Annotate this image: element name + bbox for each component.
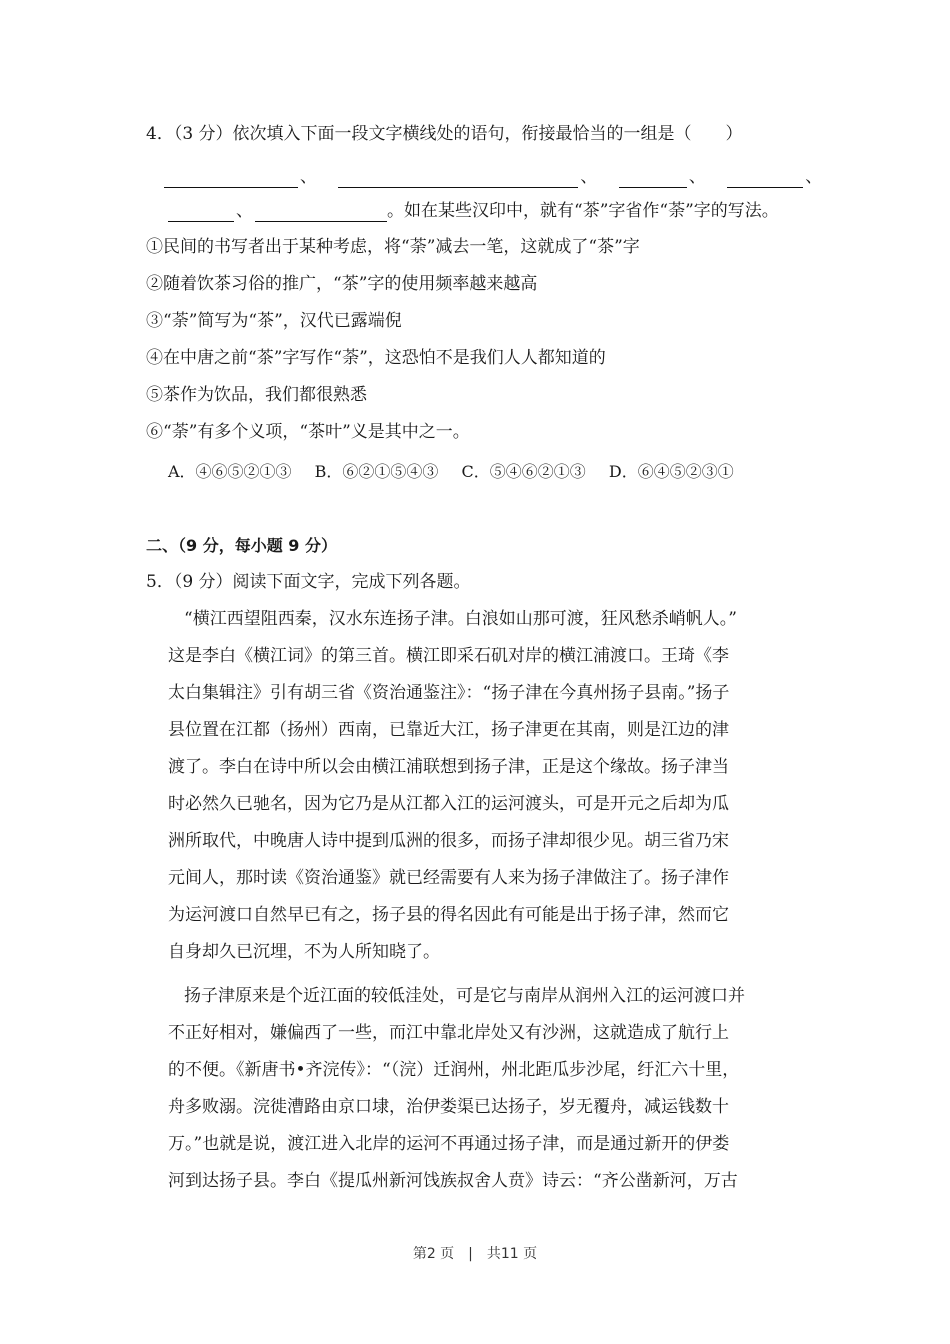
q5-text-line: “横江西望阻西秦，汉水东连扬子津。白浪如山那可渡，狂风愁杀峭帆人。” (184, 609, 737, 629)
q5-text-line: 这是李白《横江词》的第三首。横江即采石矶对岸的横江浦渡口。王琦《李 (168, 646, 729, 666)
blank-3[interactable] (619, 169, 687, 188)
option-c[interactable]: C．⑤④⑥②①③ (461, 462, 586, 481)
q4-item: ④在中唐之前“茶”字写作“荼”，这恐怕不是我们人人都知道的 (146, 348, 606, 368)
q5-text-line: 扬子津原来是个近江面的较低洼处，可是它与南岸从润州入江的运河渡口并 (184, 986, 745, 1006)
q4-blanks-row-2: 、 。如在某些汉印中，就有“茶”字省作“荼”字的写法。 (168, 200, 779, 222)
q5-text-line: 渡了。李白在诗中所以会由横江浦联想到扬子津，正是这个缘故。扬子津当 (168, 757, 729, 777)
q5-text-line: 为运河渡口自然早已有之，扬子县的得名因此有可能是出于扬子津，然而它 (168, 905, 729, 925)
q4-item: ②随着饮茶习俗的推广，“茶”字的使用频率越来越高 (146, 274, 538, 294)
blank-1[interactable] (164, 169, 298, 188)
q5-text-line: 自身却久已沉埋，不为人所知晓了。 (168, 942, 440, 962)
blank-6[interactable] (255, 203, 387, 222)
option-a[interactable]: A．④⑥⑤②①③ (168, 462, 292, 481)
q4-tail-text: 。如在某些汉印中，就有“茶”字省作“荼”字的写法。 (387, 201, 779, 221)
q5-text-line: 洲所取代，中晚唐人诗中提到瓜洲的很多，而扬子津却很少见。胡三省乃宋 (168, 831, 729, 851)
q4-item: ③“荼”简写为“茶”，汉代已露端倪 (146, 311, 402, 331)
option-d[interactable]: D．⑥④⑤②③① (608, 462, 734, 481)
q4-options (168, 461, 752, 483)
q5-text-line: 时必然久已驰名，因为它乃是从江都入江的运河渡头，可是开元之后却为瓜 (168, 794, 729, 814)
q5-text-line: 万。”也就是说，渡江进入北岸的运河不再通过扬子津，而是通过新开的伊娄 (168, 1134, 730, 1154)
blank-2[interactable] (338, 169, 578, 188)
option-b[interactable]: B．⑥②①⑤④③ (314, 462, 439, 481)
q5-text-line: 不正好相对，嫌偏西了一些，而江中靠北岸处又有沙洲，这就造成了航行上 (168, 1023, 729, 1043)
q5-text-line: 舟多败溺。浣徙漕路由京口埭，治伊娄渠已达扬子，岁无覆舟，减运钱数十 (168, 1097, 729, 1117)
q5-text-line: 的不便。《新唐书•齐浣传》：“（浣）迁润州，州北距瓜步沙尾，纡汇六十里， (168, 1060, 740, 1080)
q5-text-line: 太白集辑注》引有胡三省《资治通鉴注》：“扬子津在今真州扬子县南。”扬子 (168, 683, 730, 703)
q5-header: 5．（9 分）阅读下面文字，完成下列各题。 (146, 572, 471, 592)
q5-text-line: 元间人，那时读《资治通鉴》就已经需要有人来为扬子津做注了。扬子津作 (168, 868, 729, 888)
q4-item: ①民间的书写者出于某种考虑，将“荼”减去一笔，这就成了“茶”字 (146, 237, 640, 257)
q4-item: ⑥“荼”有多个义项，“茶叶”义是其中之一。 (146, 422, 470, 442)
q4-item: ⑤茶作为饮品，我们都很熟悉 (146, 385, 367, 405)
section-2-title: 二、（9 分，每小题 9 分） (146, 536, 337, 555)
q4-blanks-row-1: 、 、 、 、 (164, 166, 824, 188)
q5-text-line: 河到达扬子县。李白《提瓜州新河饯族叔舍人贲》诗云：“齐公凿新河，万古 (168, 1171, 738, 1191)
q4-header: 4．（3 分）依次填入下面一段文字横线处的语句，衔接最恰当的一组是（ ） (146, 124, 743, 144)
page-footer: 第2 页 | 共11 页 (412, 1246, 538, 1262)
q5-text-line: 县位置在江都（扬州）西南，已靠近大江，扬子津更在其南，则是江边的津 (168, 720, 729, 740)
blank-5[interactable] (168, 203, 234, 222)
blank-4[interactable] (727, 169, 803, 188)
